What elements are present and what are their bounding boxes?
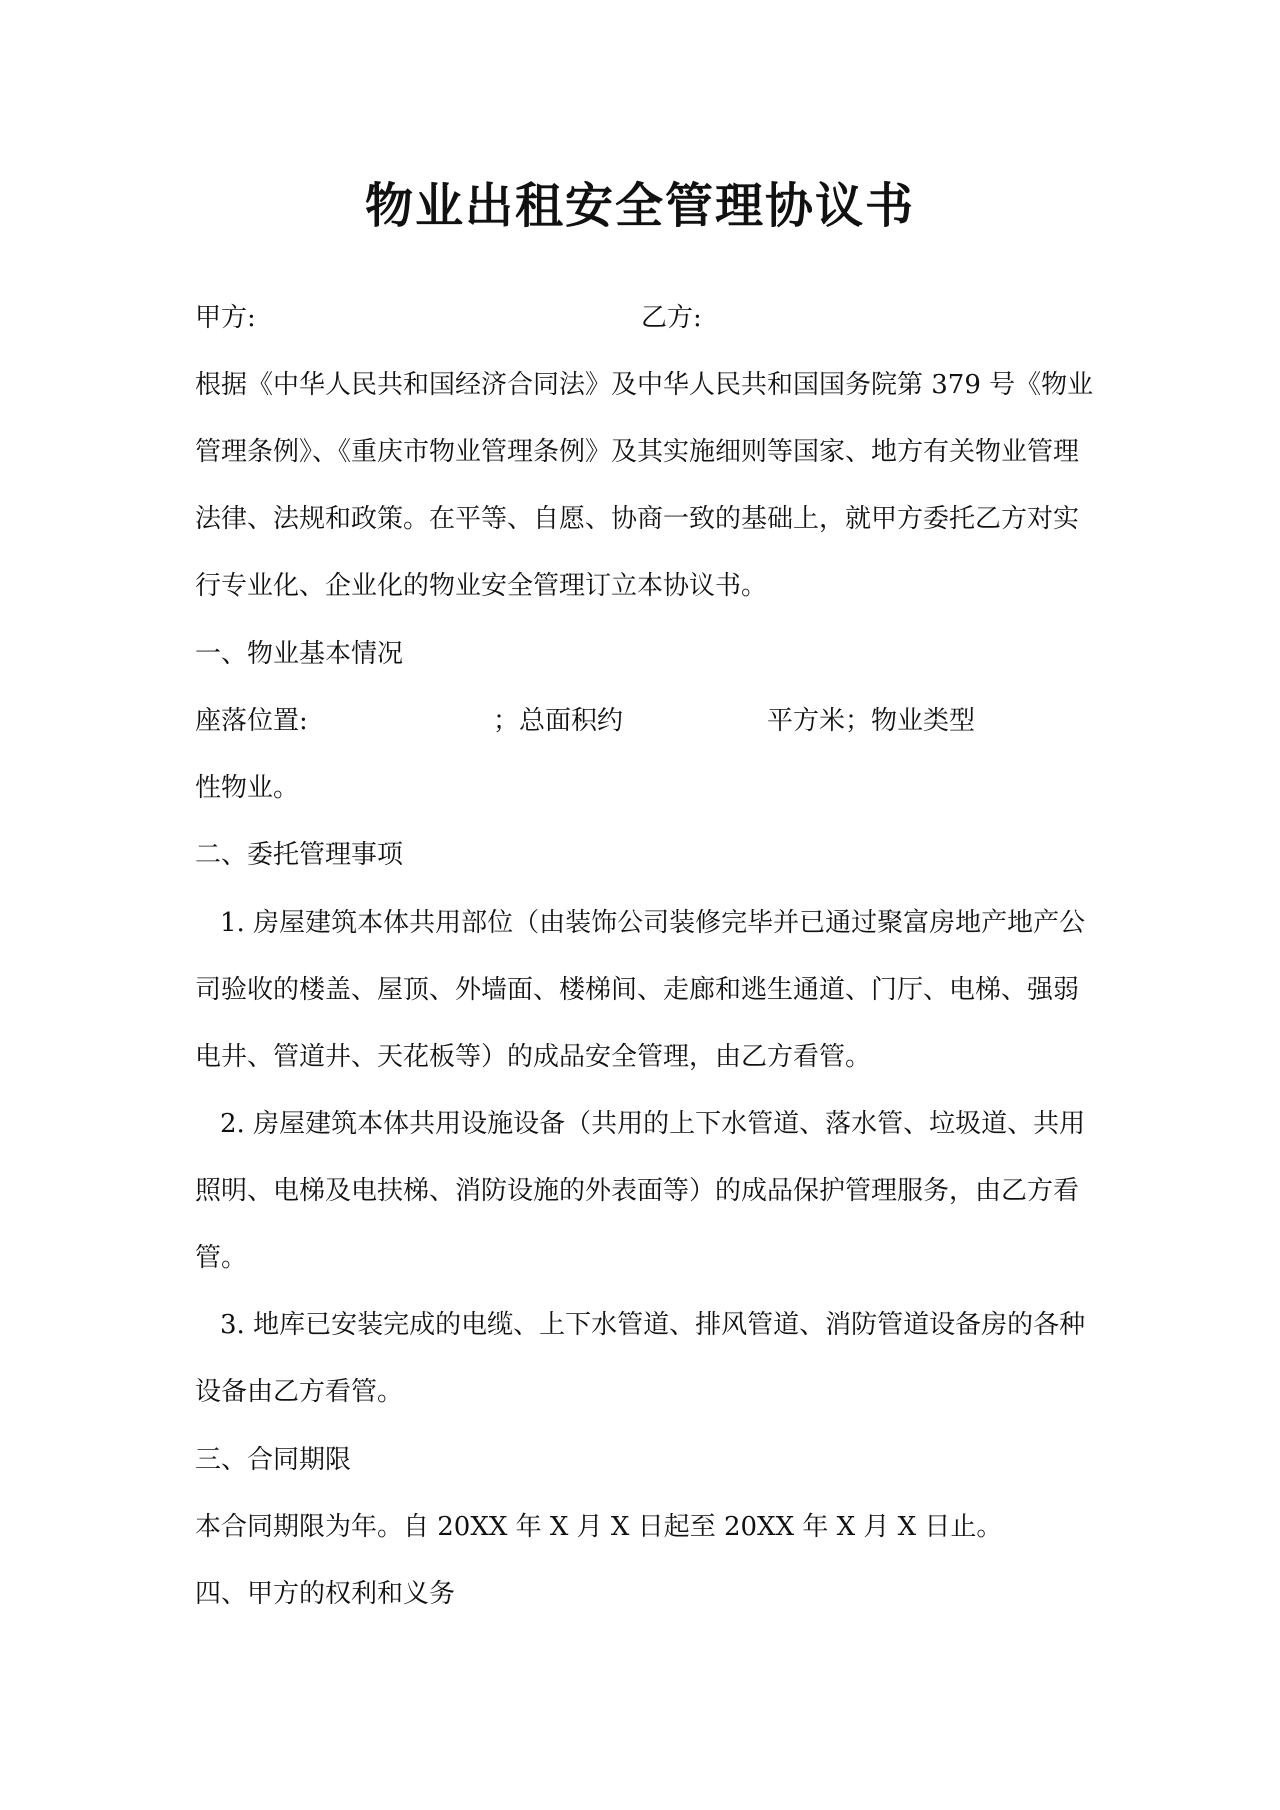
area-label: ；总面积约 (493, 706, 624, 736)
contract-term-text: 本合同期限为年。自 20XX 年 X 月 X 日起至 20XX 年 X 月 X 日止。 (195, 1512, 1003, 1542)
item-2-line: 照明、电梯及电扶梯、消防设施的外表面等）的成品保护管理服务，由乙方看 (195, 1176, 1080, 1206)
parties-line (195, 301, 702, 335)
intro-line: 根据《中华人民共和国经济合同法》及中华人民共和国国务院第 379 号《物业 (195, 370, 1094, 400)
property-info-line (195, 704, 976, 738)
intro-line: 行专业化、企业化的物业安全管理订立本协议书。 (195, 571, 768, 601)
item-1-line: 司验收的楼盖、屋顶、外墙面、楼梯间、走廊和逃生通道、门厅、电梯、强弱 (195, 975, 1080, 1005)
section-heading: 一、物业基本情况 (195, 639, 404, 669)
party-b-label: 乙方: (641, 303, 702, 333)
item-2-line: 2. 房屋建筑本体共用设施设备（共用的上下水管道、落水管、垃圾道、共用 (220, 1109, 1086, 1139)
intro-line: 管理条例》、《重庆市物业管理条例》及其实施细则等国家、地方有关物业管理 (195, 437, 1080, 467)
location-label: 座落位置: (195, 706, 308, 736)
document-title: 物业出租安全管理协议书 (364, 178, 915, 234)
item-1-line: 电井、管道井、天花板等）的成品安全管理，由乙方看管。 (195, 1042, 872, 1072)
intro-line: 法律、法规和政策。在平等、自愿、协商一致的基础上，就甲方委托乙方对实 (195, 504, 1080, 534)
item-2-line: 管。 (195, 1243, 248, 1273)
type-label: 平方米；物业类型 (767, 706, 976, 736)
item-3-line: 3. 地库已安装完成的电缆、上下水管道、排风管道、消防管道设备房的各种 (220, 1310, 1086, 1340)
section-heading: 二、委托管理事项 (195, 840, 404, 870)
item-1-line: 1. 房屋建筑本体共用部位（由装饰公司装修完毕并已通过聚富房地产地产公 (220, 908, 1086, 938)
section-heading: 三、合同期限 (195, 1445, 352, 1475)
party-a-label: 甲方: (195, 303, 256, 333)
section-heading: 四、甲方的权利和义务 (195, 1579, 456, 1609)
item-3-line: 设备由乙方看管。 (195, 1377, 404, 1407)
property-type-suffix: 性物业。 (195, 773, 300, 803)
